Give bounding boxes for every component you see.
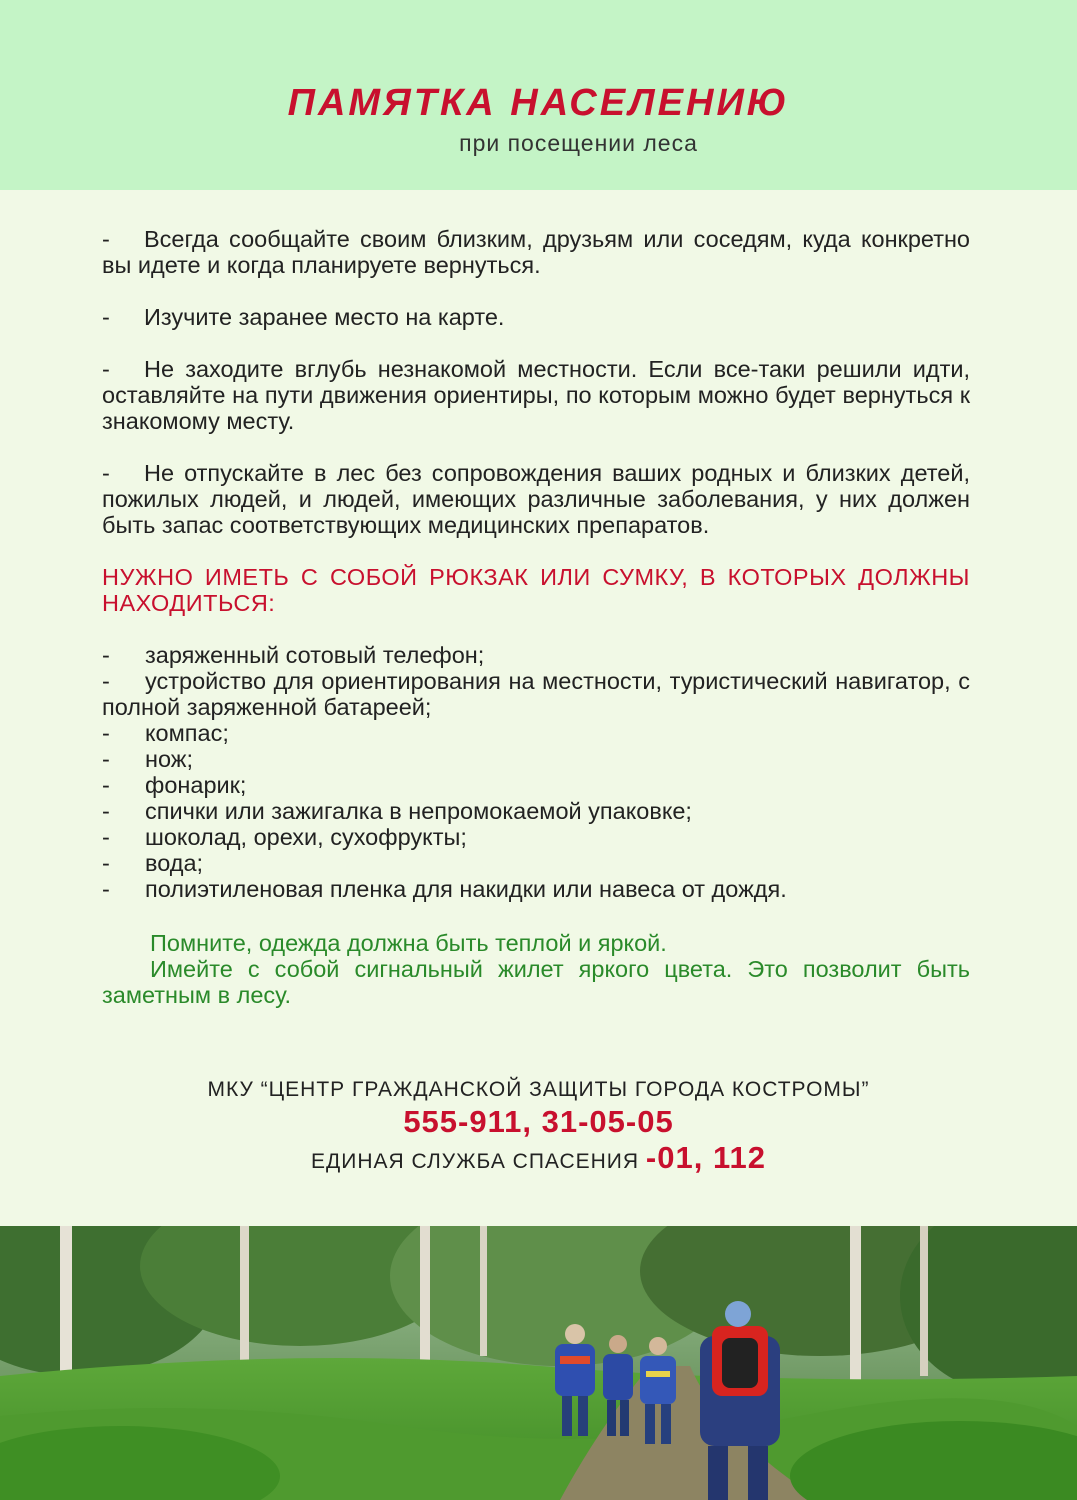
page-title: ПАМЯТКА НАСЕЛЕНИЮ bbox=[287, 82, 790, 124]
reminder-line: Помните, одежда должна быть теплой и яркой. bbox=[150, 930, 667, 956]
list-item-text: устройство для ориентирования на местности, туристический навигатор, с полной заряженной батареей; bbox=[102, 668, 970, 720]
list-item bbox=[102, 824, 970, 850]
list-item bbox=[102, 772, 970, 798]
advice-item bbox=[102, 460, 970, 538]
list-item-text: шоколад, орехи, сухофрукты; bbox=[145, 824, 467, 850]
advice-item bbox=[102, 226, 970, 278]
list-item bbox=[102, 798, 970, 824]
list-item bbox=[102, 850, 970, 876]
dash-bullet: - bbox=[102, 226, 110, 252]
dash-bullet: - bbox=[102, 720, 110, 746]
advice-text: Не отпускайте в лес без сопровождения ваших родных и близких детей, пожилых людей, и людей, имеющих различные заболевания, у них должен быть запас соответствующих медицинских препаратов. bbox=[102, 460, 970, 538]
list-item-text: заряженный сотовый телефон; bbox=[145, 642, 485, 668]
clothing-reminder bbox=[102, 930, 970, 1008]
advice-item bbox=[102, 356, 970, 434]
content bbox=[102, 226, 970, 1008]
dash-bullet: - bbox=[102, 824, 110, 850]
organization-name: МКУ “ЦЕНТР ГРАЖДАНСКОЙ ЗАЩИТЫ ГОРОДА КОСТРОМЫ” bbox=[207, 1078, 870, 1101]
list-item bbox=[102, 720, 970, 746]
rescue-service bbox=[0, 1140, 1077, 1176]
list-item bbox=[102, 642, 970, 668]
dash-bullet: - bbox=[102, 798, 110, 824]
dash-bullet: - bbox=[102, 876, 110, 902]
backpack-warning: НУЖНО ИМЕТЬ С СОБОЙ РЮКЗАК ИЛИ СУМКУ, В КОТОРЫХ ДОЛЖНЫ НАХОДИТЬСЯ: bbox=[102, 564, 970, 616]
list-item-text: вода; bbox=[145, 850, 204, 876]
rescue-numbers: -01, 112 bbox=[645, 1140, 766, 1175]
reminder-line: Имейте с собой сигнальный жилет яркого цвета. Это позволит быть заметным в лесу. bbox=[102, 956, 970, 1008]
list-item-text: фонарик; bbox=[145, 772, 247, 798]
dash-bullet: - bbox=[102, 304, 110, 330]
list-item-text: компас; bbox=[145, 720, 229, 746]
dash-bullet: - bbox=[102, 668, 110, 694]
list-item bbox=[102, 746, 970, 772]
page-subtitle: при посещении леса bbox=[459, 130, 698, 156]
rescue-label: ЕДИНАЯ СЛУЖБА СПАСЕНИЯ bbox=[311, 1150, 640, 1173]
list-item bbox=[102, 668, 970, 720]
list-item-text: спички или зажигалка в непромокаемой упаковке; bbox=[145, 798, 692, 824]
dash-bullet: - bbox=[102, 460, 110, 486]
advice-text: Изучите заранее место на карте. bbox=[144, 304, 505, 330]
dash-bullet: - bbox=[102, 642, 110, 668]
advice-item bbox=[102, 304, 970, 330]
advice-text: Всегда сообщайте своим близким, друзьям или соседям, куда конкретно вы идете и когда планируете вернуться. bbox=[102, 226, 970, 278]
forest-hikers-illustration bbox=[0, 1226, 1077, 1500]
list-item-text: нож; bbox=[145, 746, 194, 772]
list-item-text: полиэтиленовая пленка для накидки или навеса от дождя. bbox=[145, 876, 787, 902]
phone-numbers: 555-911, 31-05-05 bbox=[403, 1104, 674, 1139]
advice-text: Не заходите вглубь незнакомой местности. Если все-таки решили идти, оставляйте на пути движения ориентиры, по которым можно будет вернуться к знакомому месту. bbox=[102, 356, 970, 434]
dash-bullet: - bbox=[102, 356, 110, 382]
list-item bbox=[102, 876, 970, 902]
forest-photo bbox=[0, 1226, 1077, 1500]
dash-bullet: - bbox=[102, 850, 110, 876]
dash-bullet: - bbox=[102, 772, 110, 798]
dash-bullet: - bbox=[102, 746, 110, 772]
backpack-list bbox=[102, 642, 970, 902]
